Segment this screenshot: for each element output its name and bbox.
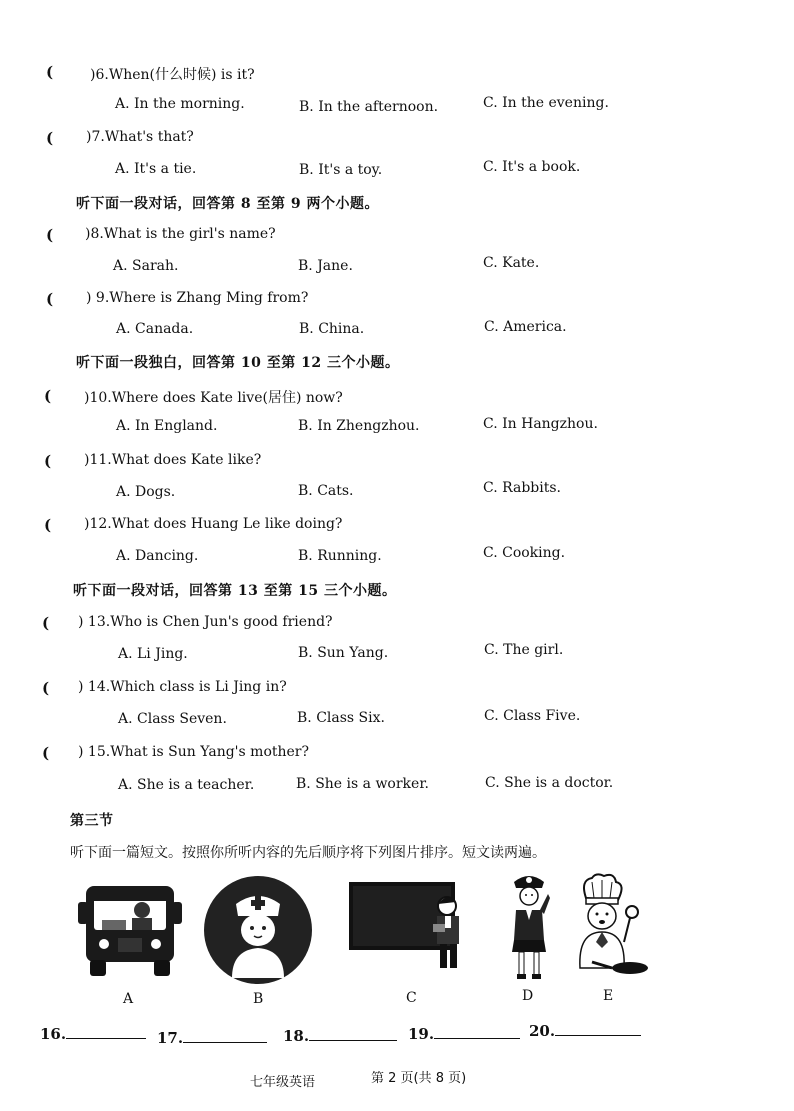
answer-paren[interactable]: (: [46, 226, 54, 244]
question-8: [85, 226, 276, 242]
question-text: Where is Zhang Ming from?: [109, 290, 309, 306]
option-a: A. Canada.: [116, 321, 194, 337]
question-12: [84, 516, 342, 532]
blank-16: [40, 1024, 146, 1043]
answer-blank[interactable]: [309, 1026, 397, 1041]
footer-page: 第 2 页(共 8 页): [371, 1071, 467, 1086]
question-7: [86, 129, 194, 145]
question-number: )12.: [84, 516, 112, 532]
blank-19: [408, 1024, 520, 1043]
blank-number: 19.: [408, 1025, 435, 1043]
question-text: What's that?: [104, 129, 194, 145]
blank-20: [529, 1021, 641, 1040]
option-a: A. Li Jing.: [118, 646, 188, 662]
instruction-monologue: 听下面一段独白，回答第 10 至第 12 三个小题。: [76, 355, 400, 371]
option-a: A. It's a tie.: [115, 161, 197, 177]
option-b: B. Class Six.: [297, 710, 385, 726]
question-text: What is the girl's name?: [103, 226, 276, 242]
option-a: A. Class Seven.: [118, 711, 227, 727]
answer-blank[interactable]: [434, 1024, 520, 1039]
answer-paren[interactable]: (: [44, 516, 52, 534]
footer-subject: 七年级英语: [250, 1075, 316, 1090]
blank-number: 20.: [529, 1022, 556, 1040]
question-number: )6.: [90, 67, 109, 83]
option-b: B. China.: [299, 321, 365, 337]
question-text: What is Sun Yang's mother?: [110, 744, 309, 760]
option-c: C. Rabbits.: [483, 480, 561, 496]
blank-number: 16.: [40, 1025, 67, 1043]
answer-blank[interactable]: [555, 1021, 641, 1036]
answer-paren[interactable]: (: [42, 744, 50, 762]
picture-label-b: B: [253, 991, 264, 1007]
option-b: B. Sun Yang.: [298, 645, 389, 661]
blank-number: 18.: [283, 1027, 310, 1045]
question-10: [84, 387, 343, 407]
option-a: A. In England.: [116, 418, 218, 434]
nurse-icon: [202, 874, 314, 986]
answer-paren[interactable]: (: [44, 387, 52, 405]
option-a: A. Sarah.: [113, 258, 179, 274]
option-b: B. Cats.: [298, 483, 354, 499]
question-text: What does Kate like?: [111, 452, 262, 468]
option-c: C. America.: [484, 319, 567, 335]
blank-18: [283, 1026, 397, 1045]
option-b: B. She is a worker.: [296, 776, 429, 792]
instruction-dialogue-2: 听下面一段对话，回答第 13 至第 15 三个小题。: [73, 583, 397, 599]
question-number: ) 14.: [78, 679, 111, 695]
option-a: A. Dancing.: [116, 548, 199, 564]
picture-label-c: C: [406, 990, 417, 1006]
question-number: ) 9.: [86, 290, 110, 306]
option-b: B. In the afternoon.: [299, 99, 439, 115]
picture-label-a: A: [123, 991, 134, 1007]
question-number: )10.: [84, 390, 112, 406]
answer-paren[interactable]: (: [46, 290, 54, 308]
policewoman-icon: [504, 870, 554, 982]
question-15: [78, 744, 309, 760]
instruction-dialogue: 听下面一段对话，回答第 8 至第 9 两个小题。: [76, 196, 379, 212]
answer-paren[interactable]: (: [44, 452, 52, 470]
question-text: What does Huang Le like doing?: [111, 516, 343, 532]
question-14: [78, 679, 287, 695]
question-number: )7.: [86, 129, 105, 145]
option-c: C. The girl.: [484, 642, 564, 658]
option-b: B. It's a toy.: [299, 162, 383, 178]
question-number: )8.: [85, 226, 104, 242]
option-b: B. Running.: [298, 548, 382, 564]
question-text: Which class is Li Jing in?: [110, 679, 287, 695]
question-6: [90, 64, 255, 84]
option-a: A. She is a teacher.: [118, 777, 255, 793]
option-c: C. Class Five.: [484, 708, 581, 724]
chef-icon: [570, 872, 652, 980]
option-c: C. In Hangzhou.: [483, 416, 598, 432]
section-instruction: 听下面一篇短文。按照你所听内容的先后顺序将下列图片排序。短文读两遍。: [70, 845, 546, 861]
picture-label-e: E: [603, 988, 614, 1004]
option-a: A. In the morning.: [115, 96, 245, 112]
answer-paren[interactable]: (: [46, 129, 54, 147]
answer-paren[interactable]: (: [42, 614, 50, 632]
blank-17: [157, 1028, 267, 1047]
teacher-blackboard-icon: [347, 880, 471, 972]
question-11: [84, 452, 261, 468]
answer-blank[interactable]: [66, 1024, 146, 1039]
question-number: ) 15.: [78, 744, 111, 760]
option-c: C. Cooking.: [483, 545, 566, 561]
section-title: 第三节: [70, 813, 114, 829]
option-c: C. In the evening.: [483, 95, 609, 111]
option-c: C. She is a doctor.: [485, 775, 614, 791]
question-text: Where does Kate live(居住) now?: [111, 390, 343, 406]
option-a: A. Dogs.: [116, 484, 176, 500]
answer-paren[interactable]: (: [42, 679, 50, 697]
picture-label-d: D: [522, 988, 534, 1004]
option-c: C. Kate.: [483, 255, 540, 271]
option-c: C. It's a book.: [483, 159, 581, 175]
blank-number: 17.: [157, 1029, 184, 1047]
question-text: When(什么时候) is it?: [108, 67, 255, 83]
option-b: B. Jane.: [298, 258, 353, 274]
question-text: Who is Chen Jun's good friend?: [110, 614, 333, 630]
answer-blank[interactable]: [183, 1028, 267, 1043]
answer-paren[interactable]: (: [46, 63, 54, 81]
question-9: [86, 290, 308, 306]
question-13: [78, 614, 333, 630]
question-number: ) 13.: [78, 614, 111, 630]
bus-driver-icon: [76, 880, 184, 980]
question-number: )11.: [84, 452, 112, 468]
option-b: B. In Zhengzhou.: [298, 418, 420, 434]
